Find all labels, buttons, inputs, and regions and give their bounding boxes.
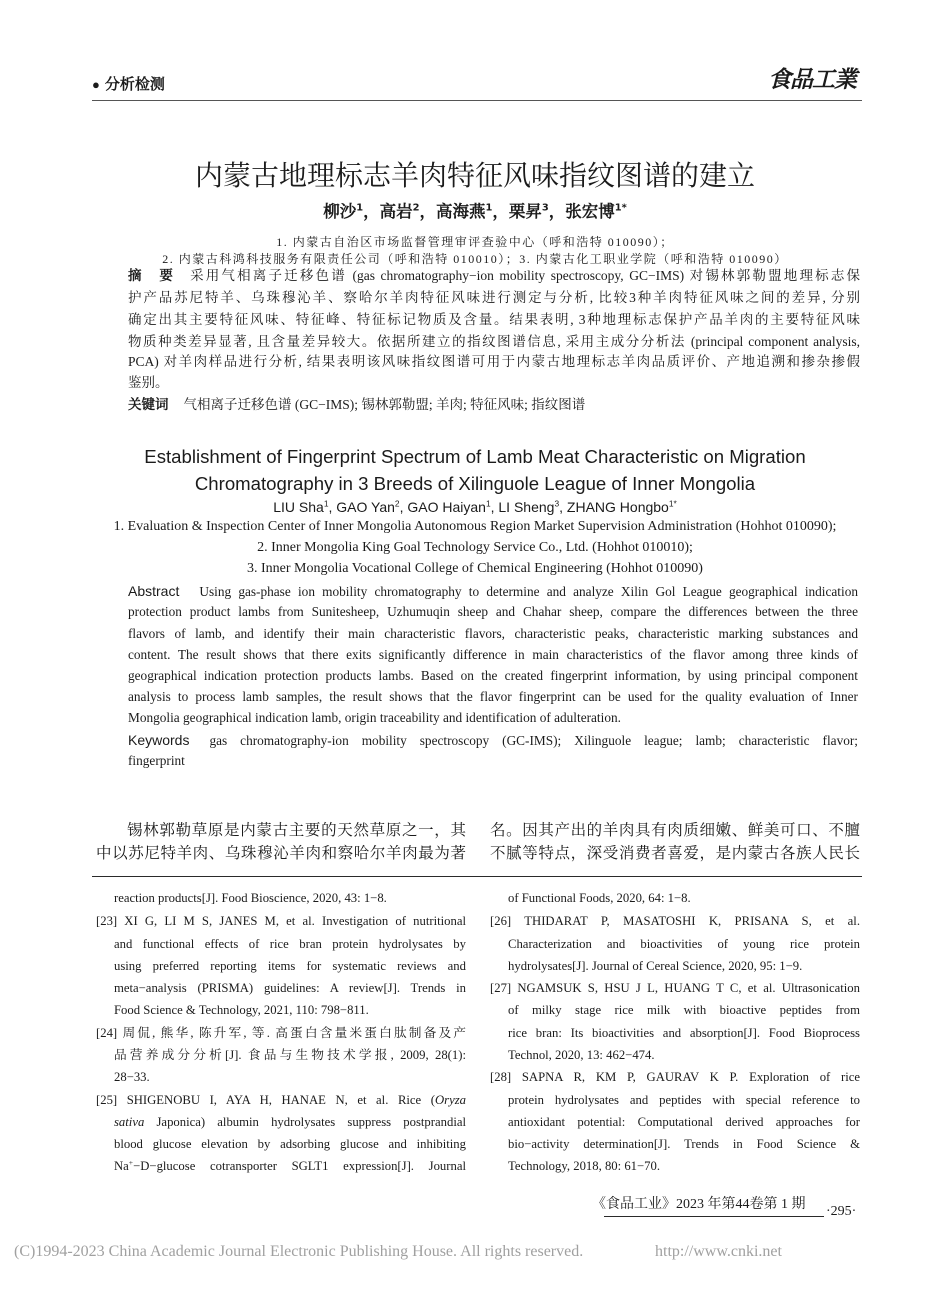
abstract-cn-line: 鉴别。 [128, 375, 169, 390]
reference-line: Technology, 2018, 80: 61−70. [508, 1159, 661, 1173]
keywords-cn-label: 关键词 [128, 397, 169, 413]
affiliation-cn-line: 2. 内蒙古科鸿科技服务有限责任公司（呼和浩特 010010）；3. 内蒙古化工职业学院（呼和浩特 010090） [162, 252, 788, 266]
reference-text: [25] SHIGENOBU I, AYA H, HANAE N, et al. Rice ( [96, 1093, 435, 1107]
footer-rule [604, 1216, 824, 1217]
abstract-cn-line: 护产品苏尼特羊、乌珠穆沁羊、察哈尔羊肉特征风味进行测定与分析, 比较3种羊肉特征风味之间的差异, 分别 [128, 290, 860, 305]
abstract-en-line: Mongolia geographical indication lamb, origin traceability and identification of adulteration. [128, 710, 621, 725]
reference-line: Technol, 2020, 13: 462−474. [508, 1048, 655, 1062]
author-name: GAO Haiyan [407, 499, 486, 515]
reference-line: hydrolysates[J]. Journal of Cereal Science, 2020, 95: 1−9. [508, 959, 803, 973]
copyright-notice: (C)1994-2023 China Academic Journal Electronic Publishing House. All rights reserved. [14, 1243, 584, 1260]
affiliation-en-line: 1. Evaluation & Inspection Center of Inner Mongolia Autonomous Region Market Supervision Administration (Hohhot 010090); [113, 519, 837, 534]
title-cn: 内蒙古地理标志羊肉特征风味指纹图谱的建立 [194, 159, 755, 192]
abstract-en-text: Using gas-phase ion mobility chromatography to determine and analyze Xilin Gol League geographical indication [199, 584, 858, 599]
reference-line: [24] 周侃, 熊华, 陈升军, 等. 高蛋白含量米蛋白肽制备及产 [96, 1026, 466, 1040]
reference-text: Na [114, 1159, 129, 1173]
reference-line [114, 1156, 466, 1176]
author-affiliation-mark: 1* [668, 498, 677, 509]
body-right-line: 不腻等特点，深受消费者喜爱，是内蒙古各族人民长 [490, 844, 860, 862]
author-affiliation-mark: 3 [541, 202, 549, 214]
keywords-cn-text: 气相离子迁移色谱 (GC−IMS); 锡林郭勒盟; 羊肉; 特征风味; 指纹图谱 [183, 397, 586, 412]
reference-line: using preferred reporting items for systematic reviews and [114, 959, 466, 973]
affiliation-en-line: 3. Inner Mongolia Vocational College of Chemical Engineering (Hohhot 010090) [247, 561, 703, 576]
body-left-line: 锡林郭勒草原是内蒙古主要的天然草原之一，其 [127, 821, 466, 839]
reference-line: reaction products[J]. Food Bioscience, 2020, 43: 1−8. [114, 891, 387, 905]
abstract-cn-line: PCA) 对羊肉样品进行分析, 结果表明该风味指纹图谱可用于内蒙古地理标志羊肉品质评价、产地追溯和掺杂掺假 [128, 354, 860, 369]
keywords-cn [128, 395, 860, 415]
reference-line: [23] XI G, LI M S, JANES M, et al. Investigation of nutritional [96, 914, 466, 928]
author-separator: , [328, 499, 337, 515]
reference-line: 28−33. [114, 1070, 150, 1084]
reference-line: rice bran: Its bioactivities and absorption[J]. Food Bioprocess [508, 1026, 860, 1040]
abstract-en-line: flavors of lamb, and identify their main characteristic flavors, characteristic peaks, characteristic marking substances and [128, 626, 858, 641]
affiliation-en-line: 2. Inner Mongolia King Goal Technology Service Co., Ltd. (Hohhot 010010); [257, 540, 693, 555]
header-rule [92, 100, 862, 101]
abstract-cn-text: 采用气相离子迁移色谱 (gas chromatography−ion mobility spectroscopy, GC−IMS) 对锡林郭勒盟地理标志保 [190, 268, 861, 283]
section-header [92, 75, 165, 95]
reference-line: of Functional Foods, 2020, 64: 1−8. [508, 891, 691, 905]
reference-line: bio−activity determination[J]. Trends in Food Science & [508, 1137, 860, 1151]
author-affiliation-mark: 2 [412, 202, 420, 214]
author-name: 高岩 [379, 202, 413, 221]
reference-italic-term: Oryza [434, 1093, 466, 1107]
body-left-line: 中以苏尼特羊肉、乌珠穆沁羊肉和察哈尔羊肉最为著 [96, 844, 466, 862]
author-name: LI Sheng [498, 499, 555, 515]
reference-italic-term: sativa [114, 1115, 145, 1129]
reference-text: −D−glucose cotransporter SGLT1 expression[J]. Journal [133, 1159, 466, 1173]
author-name: LIU Sha [273, 499, 324, 515]
reference-line: [26] THIDARAT P, MASATOSHI K, PRISANA S, et al. [490, 914, 860, 928]
author-separator: ， [419, 202, 436, 221]
reference-line: blood glucose elevation by adsorbing glucose and inhibiting [114, 1137, 466, 1151]
reference-line: 品营养成分分析[J]. 食品与生物技术学报, 2009, 28(1): [114, 1048, 466, 1062]
author-affiliation-mark: 1* [614, 202, 627, 214]
author-affiliation-mark: 1 [323, 498, 329, 509]
author-separator: ， [492, 202, 509, 221]
reference-line: antioxidant potential: Computational derived approaches for [508, 1115, 860, 1129]
keywords-en-text: gas chromatography-ion mobility spectroscopy (GC-IMS); Xilinguole league; lamb; characteristic flavor; [209, 733, 858, 748]
journal-logo: 食品工業 [768, 66, 856, 93]
abstract-en-label: Abstract [128, 583, 180, 599]
abstract-en-line: analysis to process lamb samples, the result shows that the flavor fingerprint can be used for the quality evaluation of Inner [128, 689, 858, 704]
page-number: ·295· [826, 1204, 857, 1219]
copyright-url: http://www.cnki.net [655, 1243, 782, 1260]
author-name: 高海燕 [435, 202, 486, 221]
abstract-cn-line: 确定出其主要特征风味、特征峰、特征标记物质及含量。结果表明, 3种地理标志保护产品羊肉的主要特征风味 [128, 312, 860, 327]
abstract-en-line [128, 581, 858, 602]
body-right-line: 名。因其产出的羊肉具有肉质细嫩、鲜美可口、不膻 [490, 821, 860, 839]
authors-cn [0, 202, 950, 222]
author-name: 张宏博 [565, 202, 615, 221]
abstract-en-line: protection product lambs from Sunitesheep, Uzhumuqin sheep and Chahar sheep, compare the differences between the three [128, 604, 858, 619]
reference-line: meta−analysis (PRISMA) guidelines: A review[J]. Trends in [114, 981, 466, 995]
author-affiliation-mark: 2 [394, 498, 400, 509]
abstract-en-line: content. The result shows that there exits significantly difference in main characteristics of the flavor among three kinds of [128, 647, 858, 662]
reference-line [96, 1090, 466, 1110]
author-name: 柳沙 [323, 202, 357, 221]
reference-line: [28] SAPNA R, KM P, GAURAV K P. Exploration of rice [490, 1070, 860, 1084]
reference-line: Food Science & Technology, 2021, 110: 798−811. [114, 1003, 369, 1017]
abstract-en-line: geographical indication protection products lambs. Based on the created fingerprint information, by using principal component [128, 668, 858, 683]
author-separator: ， [548, 202, 566, 221]
section-label: 分析检测 [104, 76, 165, 93]
author-separator: ， [363, 202, 380, 221]
abstract-cn-line [128, 266, 860, 286]
authors-en [0, 497, 950, 517]
author-separator: , [559, 499, 567, 515]
reference-line: Characterization and bioactivities of young rice protein [508, 937, 860, 951]
author-separator: , [490, 499, 499, 515]
abstract-cn-line: 物质种类差异显著, 且含量差异较大。依据所建立的指纹图谱信息, 采用主成分分析法 (principal component analysis, [128, 334, 860, 349]
reference-line: and functional effects of rice bran protein hydrolysates by [114, 937, 466, 951]
journal-issue: 《食品工业》2023 年第44卷第 1 期 [592, 1197, 806, 1212]
reference-line: of milky stage rice milk with bioactive peptides from [508, 1003, 860, 1017]
section-bullet-icon: ● [92, 77, 100, 92]
author-name: 栗昇 [508, 202, 542, 221]
abstract-cn-label: 摘 要 [128, 268, 176, 284]
reference-line: [27] NGAMSUK S, HSU J L, HUANG T C, et al. Ultrasonication [490, 981, 860, 995]
reference-superscript: + [128, 1157, 134, 1167]
reference-line [114, 1112, 466, 1132]
author-separator: , [399, 499, 408, 515]
title-en-line: Chromatography in 3 Breeds of Xilinguole League of Inner Mongolia [194, 473, 756, 494]
author-affiliation-mark: 1 [485, 202, 493, 214]
reference-text: Japonica) albumin hydrolysates suppress postprandial [144, 1115, 466, 1129]
author-affiliation-mark: 1 [356, 202, 364, 214]
keywords-en [128, 730, 858, 751]
references-rule [92, 876, 862, 877]
keywords-en-label: Keywords [128, 732, 190, 748]
author-name: ZHANG Hongbo [566, 499, 669, 515]
affiliation-cn-line: 1. 内蒙古自治区市场监督管理审评查验中心（呼和浩特 010090）； [276, 235, 674, 249]
title-en-line: Establishment of Fingerprint Spectrum of Lamb Meat Characteristic on Migration [144, 446, 806, 467]
reference-line: protein hydrolysates and peptides with special reference to [508, 1093, 860, 1107]
author-affiliation-mark: 3 [554, 498, 560, 509]
author-name: GAO Yan [336, 499, 395, 515]
author-affiliation-mark: 1 [485, 498, 491, 509]
keywords-en-line: fingerprint [128, 753, 185, 768]
